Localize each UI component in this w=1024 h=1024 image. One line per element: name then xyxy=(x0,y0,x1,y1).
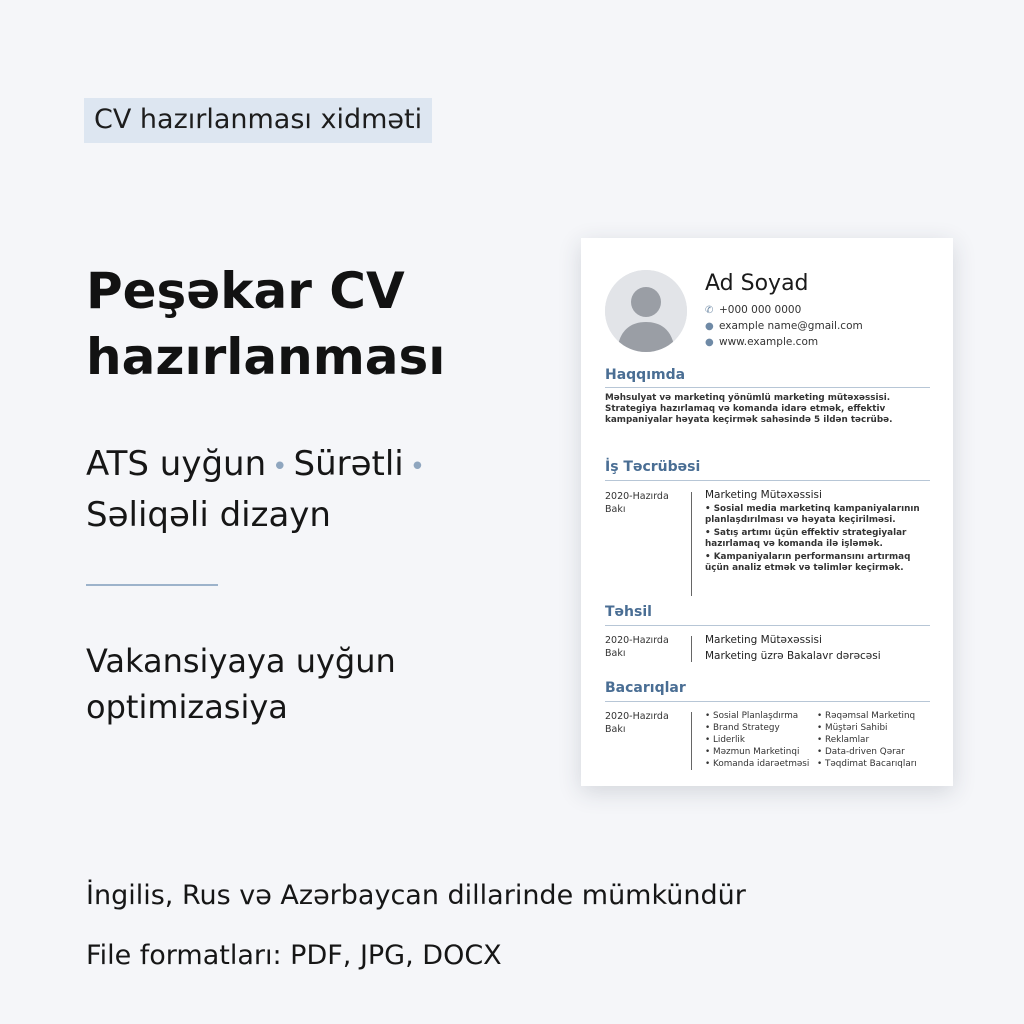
section-title-experience: İş Təcrübəsi xyxy=(605,459,701,475)
experience-period: 2020-Hazırda xyxy=(605,491,669,502)
skills-list xyxy=(705,710,935,770)
education-line-1: Marketing Mütəxəssisi xyxy=(705,634,822,646)
timeline-line xyxy=(691,712,692,770)
divider-line xyxy=(86,584,218,586)
skill-item: • Rəqəmsal Marketinq xyxy=(817,711,916,721)
resume-name: Ad Soyad xyxy=(705,271,809,296)
skills-column-2 xyxy=(817,710,929,770)
skills-location: Bakı xyxy=(605,724,626,735)
skill-item: • Sosial Planlaşdırma xyxy=(705,711,799,721)
languages-note: İngilis, Rus və Azərbaycan dillarinde mümkündür xyxy=(86,880,746,911)
skill-item: • Komanda idarəetməsi xyxy=(705,759,810,769)
section-rule xyxy=(605,387,930,388)
skill-item: • Data-driven Qərar xyxy=(817,747,905,757)
list-item xyxy=(705,528,930,550)
web-icon: ● xyxy=(705,337,714,348)
feature-ats: ATS uyğun xyxy=(86,444,267,484)
subtitle xyxy=(86,638,396,730)
mail-icon: ● xyxy=(705,321,714,332)
timeline-line xyxy=(691,636,692,662)
bullet-text: Sosial media marketinq kampaniyalarının planlaşdırılması və həyata keçirilməsi. xyxy=(705,504,920,525)
section-title-education: Təhsil xyxy=(605,604,652,620)
avatar xyxy=(605,270,687,352)
skill-item: • Məzmun Marketinqi xyxy=(705,747,800,757)
service-tag: CV hazırlanması xidməti xyxy=(84,98,432,143)
contact-email-text: example name@gmail.com xyxy=(719,320,863,332)
headline-line-1: Peşəkar CV xyxy=(86,262,405,320)
skill-item: • Reklamlar xyxy=(817,735,870,745)
section-title-about: Haqqımda xyxy=(605,367,686,383)
section-title-skills: Bacarıqlar xyxy=(605,680,686,696)
skills-period: 2020-Hazırda xyxy=(605,711,669,722)
skills-column-1 xyxy=(705,710,817,770)
headline xyxy=(86,258,445,390)
about-text: Məhsulyat və marketinq yönümlü marketing mütəxəssisi. Strategiya hazırlamaq və komanda idarə etmək, effektiv kampaniyalar həyata keçirmək sahəsində 5 ildən təcrübə. xyxy=(605,393,893,425)
features xyxy=(86,440,431,539)
contact-email xyxy=(705,318,863,334)
bullet-marker: • xyxy=(705,528,714,538)
experience-date xyxy=(605,490,669,516)
contact-web-text: www.example.com xyxy=(719,336,819,348)
bullet-text: Satış artımı üçün effektiv strategiyalar hazırlamaq və komanda ilə işləmək. xyxy=(705,528,907,549)
formats-note: File formatları: PDF, JPG, DOCX xyxy=(86,940,502,971)
section-rule xyxy=(605,701,930,702)
list-item xyxy=(705,552,930,574)
bullet-text: Kampaniyaların performansını artırmaq üçün analiz etmək və təlimlər keçirmək. xyxy=(705,552,911,573)
timeline-line xyxy=(691,492,692,596)
section-rule xyxy=(605,480,930,481)
separator-dot: • xyxy=(409,452,426,482)
section-rule xyxy=(605,625,930,626)
resume-contacts xyxy=(705,302,863,350)
skill-item: • Təqdimat Bacarıqları xyxy=(817,759,917,769)
skill-item: • Müştəri Sahibi xyxy=(817,723,888,733)
feature-fast: Sürətli xyxy=(293,444,404,484)
skills-date xyxy=(605,710,669,736)
experience-job-title: Marketing Mütəxəssisi xyxy=(705,489,822,501)
education-date xyxy=(605,634,669,660)
list-item xyxy=(705,504,930,526)
experience-bullets xyxy=(705,504,930,576)
experience-location: Bakı xyxy=(605,504,626,515)
contact-phone xyxy=(705,302,863,318)
education-location: Bakı xyxy=(605,648,626,659)
headline-line-2: hazırlanması xyxy=(86,328,446,386)
separator-dot: • xyxy=(272,452,288,482)
feature-design: Səliqəli dizayn xyxy=(86,495,331,535)
skill-item: • Liderlik xyxy=(705,735,745,745)
bullet-marker: • xyxy=(705,552,714,562)
resume-preview-card xyxy=(581,238,953,786)
bullet-marker: • xyxy=(705,504,714,514)
subtitle-line-1: Vakansiyaya uyğun xyxy=(86,642,396,680)
education-line-2: Marketing üzrə Bakalavr dərəcəsi xyxy=(705,650,881,662)
person-icon xyxy=(605,270,687,352)
contact-phone-text: +000 000 0000 xyxy=(719,304,802,316)
contact-web xyxy=(705,334,863,350)
phone-icon: ✆ xyxy=(705,305,714,316)
features-line-1 xyxy=(86,440,431,491)
subtitle-line-2: optimizasiya xyxy=(86,688,288,726)
education-period: 2020-Hazırda xyxy=(605,635,669,646)
skill-item: • Brand Strategy xyxy=(705,723,780,733)
